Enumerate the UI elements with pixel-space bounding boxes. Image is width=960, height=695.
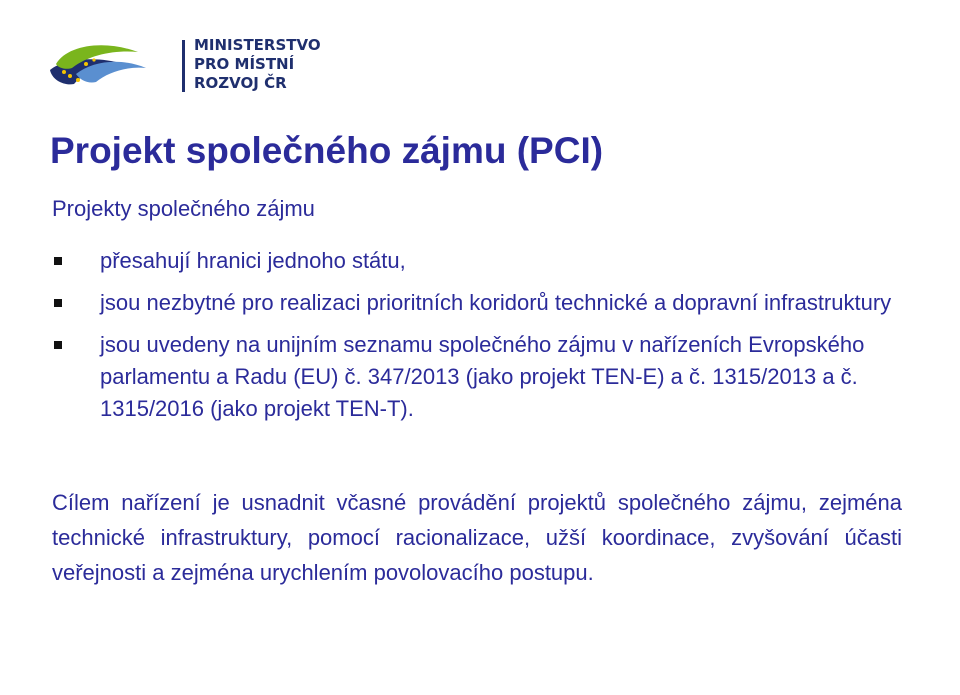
logo-line: PRO MÍSTNÍ <box>194 55 295 73</box>
bullet-text: jsou nezbytné pro realizaci prioritních koridorů technické a dopravní infrastruktury <box>100 290 892 315</box>
list-item <box>52 329 912 425</box>
bullet-text: přesahují hranici jednoho státu, <box>100 248 406 273</box>
slide-title: Projekt společného zájmu (PCI) <box>50 130 604 171</box>
ministry-emblem-icon <box>46 34 176 94</box>
bullet-text: jsou uvedeny na unijním seznamu společného zájmu v nařízeních Evropského parlamentu a Radu (EU) č. 347/2013 (jako projekt TEN-E) a č. 1315/2013 a č. 1315/2016 (jako projekt TEN-T). <box>100 332 865 421</box>
list-item <box>52 287 912 319</box>
square-bullet-icon <box>54 257 62 265</box>
list-item <box>52 245 912 277</box>
logo-line: ROZVOJ ČR <box>194 74 287 92</box>
square-bullet-icon <box>54 341 62 349</box>
body-paragraph: Cílem nařízení je usnadnit včasné provádění projektů společného zájmu, zejména technické infrastruktury, pomocí racionalizace, užší koordinace, zvyšování účasti veřejnosti a zejména urychlením povolovacího postupu. <box>52 490 902 585</box>
bullet-list <box>52 245 912 435</box>
logo-line: MINISTERSTVO <box>194 36 321 54</box>
logo-divider <box>182 40 185 92</box>
square-bullet-icon <box>54 299 62 307</box>
logo-wordmark <box>194 36 321 93</box>
ministry-logo <box>46 34 321 94</box>
slide-subtitle: Projekty společného zájmu <box>52 196 315 221</box>
